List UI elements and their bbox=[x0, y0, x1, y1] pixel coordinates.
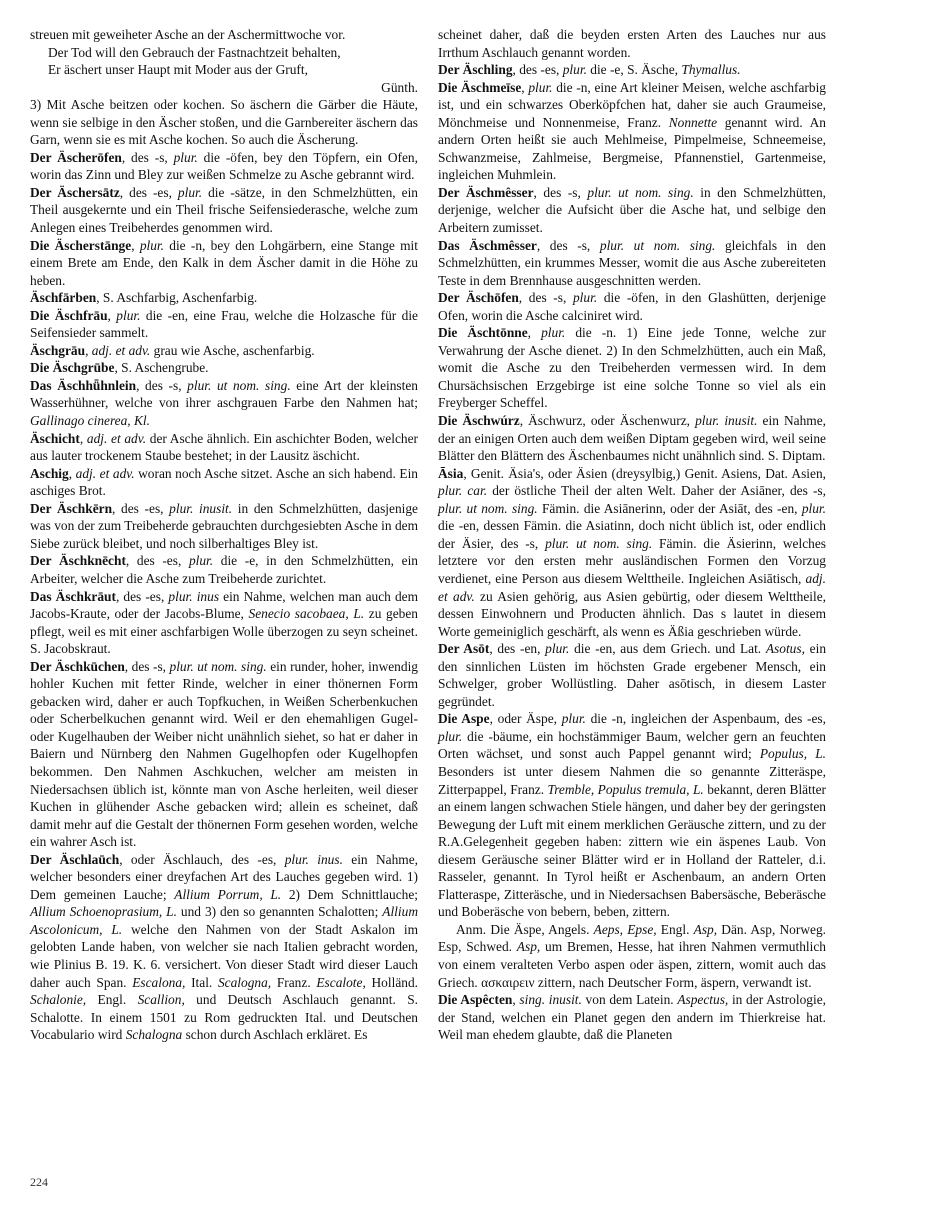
page-number: 224 bbox=[30, 1175, 48, 1189]
dictionary-entry: Der Äschkērn, des -es, plur. inusit. in den Schmelzhütten, dasjenige was von der zum Treibeherde gebrauchten durchgesiebten Asche in dem Siebe zurück bleibet, und noch silberhaltiges Bley ist. bbox=[30, 500, 418, 551]
headword: Die Aspe bbox=[438, 711, 490, 727]
headword: Der Äschmêsser bbox=[438, 184, 534, 200]
dictionary-entry: Der Äschmêsser, des -s, plur. ut nom. sing. in den Schmelzhütten, derjenige, welcher die Aufsicht über die Asche hat, und selbige den Arbeitern zumisset. bbox=[438, 184, 826, 236]
headword: Die Äschfrāu bbox=[30, 307, 108, 323]
dictionary-entry: Die Äschfrāu, plur. die -en, eine Frau, welche die Holzasche für die Seifensieder sammelt. bbox=[30, 307, 418, 341]
paragraph: streuen mit geweiheter Asche an der Aschermittwoche vor. bbox=[30, 27, 346, 42]
left-column bbox=[30, 26, 418, 1044]
dictionary-entry: Der Äschōfen, des -s, plur. die -öfen, in den Glashütten, derjenige Ofen, worin die Asche calciniret wird. bbox=[438, 290, 826, 323]
headword: Der Äscherōfen bbox=[30, 149, 122, 165]
annotation-paragraph: Anm. Die Äspe, Angels. Aeps, Epse, Engl. Asp, Dän. Asp, Norweg. Esp, Schwed. Asp, um Bremen, Hesse, hat ihren Nahmen vermuthlich von einem veralteten Verbo aspen oder äspen, zittern, womit auch das Griech. ασκαιρειν zittern, nach Deutscher Form, äspern, verwandt ist. bbox=[438, 921, 826, 990]
dictionary-entry: Die Äschtōnne, plur. die -n. 1) Eine jede Tonne, welche zur Verwahrung der Asche dienet. 2) In den Schmelzhütten, auch ein Maß, womit die Asche zu den Treibeherden vermessen wird. In dem Chursächsischen Erzgebirge ist eine solche Tonne so viel als ein Freyberger Scheffel. bbox=[438, 325, 827, 411]
paragraph: scheinet daher, daß die beyden ersten Arten des Lauches nur aus Irrthum Aschlauch genannt worden. bbox=[438, 27, 826, 60]
dictionary-entry: Der Äschknēcht, des -es, plur. die -e, in den Schmelzhütten, ein Arbeiter, welcher die Asche zum Treibeherde zurichtet. bbox=[30, 553, 419, 586]
dictionary-entry: Die Äschmeīse, plur. die -n, eine Art kleiner Meisen, welche aschfarbig ist, und ein schwarzes Oberköpfchen hat, daher sie auch Graumeise, Mönchmeise und Nonnenmeise, Franz. Nonnette genannt wird. An andern Orten heißt sie auch Mehlmeise, Pimpelmeise, Schneemeise, Schwanzmeise, Zahlmeise, Bergmeise, Pfannenstiel, Gartenmeise, ingleichen Muhmlein. bbox=[438, 79, 826, 183]
dictionary-entry: Der Äschling, des -es, plur. die -e, S. Äsche, Thymallus. bbox=[438, 62, 741, 78]
dictionary-entry: Der Asōt, des -en, plur. die -en, aus dem Griech. und Lat. Asotus, ein den sinnlichen Lüsten im höchsten Grade ergebener Mensch, ein Schwelger, grober Wollüstling. Daher asōtisch, in diesem Laster gegründet. bbox=[438, 641, 827, 709]
dictionary-entry: Der Äscherōfen, des -s, plur. die -öfen, bey den Töpfern, ein Ofen, worin das Zinn und Bley zur weißen Schmelze zu Asche gebrannt wird. bbox=[30, 149, 418, 183]
headword: Äschfārben bbox=[30, 290, 97, 306]
verse-line: Der Tod will den Gebrauch der Fastnachtzeit behalten, bbox=[48, 44, 341, 60]
headword: Die Äscherstānge bbox=[30, 237, 132, 253]
dictionary-entry: Äschgrāu, adj. et adv. grau wie Asche, aschenfarbig. bbox=[30, 342, 315, 358]
headword: Das Äschkrāut bbox=[30, 588, 116, 604]
dictionary-entry: Die Aspêcten, sing. inusit. von dem Latein. Aspectus, in der Astrologie, der Stand, welchen ein Planet gegen den andern im Thierkreise hat. Weil man ehedem glaubte, daß die Planeten bbox=[438, 992, 826, 1043]
headword: Die Äschwúrz bbox=[438, 413, 520, 429]
headword: Der Äschlaūch bbox=[30, 851, 120, 867]
dictionary-entry: Die Aspe, oder Äspe, plur. die -n, ingleichen der Aspenbaum, des -es, plur. die -bäume, ein hochstämmiger Baum, welcher gern an feuchten Orten wächset, und sonst auch Pappel genannt wird; Populus, L. Besonders ist unter diesem Nahmen die so genannte Zitteräspe, Zitterpappel, Franz. Tremble, Populus tremula, L. bekannt, deren Blätter an einem langen schwachen Stiele hängen, und daher bey der geringsten Bewegung der Luft mit einem merklichen Geräusche zittern, und zu der R.A.Gelegenheit gegeben haben: zittern wie ein äspenes Laub. Von diesem Geräusche seiner Blätter wird er in Holland der Ratteler, d.i. Rasseler, genannt. In Tyrol heißt er Aschenbaum, an andern Orten Flatteraspe, Zitteräsche, und in Niedersachsen Babersäsche, Beberäsche und Boberäsche von bebern, beben, zittern. bbox=[438, 711, 826, 920]
headword: Āsia bbox=[438, 465, 464, 481]
dictionary-entry: Der Äschlaūch, oder Äschlauch, des -es, plur. inus. ein Nahme, welcher besonders einer dreyfachen Art des Lauches gegeben wird. 1) Dem gemeinen Lauche; Allium Porrum, L. 2) Dem Schnittlauche; Allium Schoenoprasium, L. und 3) den so genannten Schalotten; Allium Ascolonicum, L. welche den Nahmen von der Stadt Askalon im gelobten Lande haben, von welcher sie nach Italien gebracht worden, wie Plinius B. 19. K. 6. versichert. Von dieser Stadt wird dieser Lauch daher auch Span. Escalona, Ital. Scalogna, Franz. Escalote, Holländ. Schalonie, Engl. Scallion, und Deutsch Aschlauch genannt. S. Schalotte. In einem 1501 zu Rom gedruckten Ital. und Deutschen Vocabulario wird Schalogna schon durch Aschlach erkläret. Es bbox=[30, 851, 418, 1043]
headword: Die Äschtōnne bbox=[438, 325, 528, 341]
dictionary-entry: Die Äscherstānge, plur. die -n, bey den Lohgärbern, eine Stange mit einem Brete am Ende, den Kalk in dem Äscher damit in die Höhe zu heben. bbox=[30, 237, 418, 288]
headword: Das Äschhǖhnlein bbox=[30, 377, 137, 393]
headword: Der Äschkūchen bbox=[30, 658, 125, 674]
headword: Äschicht bbox=[30, 430, 80, 446]
headword: Aschig bbox=[30, 465, 69, 481]
dictionary-entry: Āsia, Genit. Äsia's, oder Äsien (dreysylbig,) Genit. Asiens, Dat. Asien, plur. car. der östliche Theil der alten Welt. Daher der Asiāner, des -s, plur. ut nom. sing. Fämin. die Asiānerinn, oder der Asiāt, des -en, plur. die -en, dessen Fämin. die Asiatinn, doch nicht üblich ist, oder endlich der Äsier, des -s, plur. ut nom. sing. Fämin. die Äsierinn, welches letztere vor den ersten mehr ausländischen Formen den Vorzug verdienet, eine Person aus diesem Welttheile. Ingleichen Asiātisch, adj. et adv. zu Asien gehörig, aus Asien gebürtig, oder diesem Welttheile, dessen Einwohnern und Producten ähnlich. Das s lautet in diesem Worte gemeiniglich geschärft, als wenn es Äßia geschrieben würde. bbox=[438, 465, 826, 639]
verse-line: Er äschert unser Haupt mit Moder aus der Gruft, bbox=[48, 62, 308, 78]
dictionary-entry: Aschig, adj. et adv. woran noch Asche sitzet. Asche an sich habend. Ein aschiges Brot. bbox=[30, 465, 418, 499]
headword: Der Asōt bbox=[438, 641, 490, 657]
dictionary-entry: Der Äschersātz, des -es, plur. die -sätze, in den Schmelzhütten, ein Theil ausgekernte und ein Theil frische Seifensiederasche, welche zum Anlegen eines Treibeherdes genommen wird. bbox=[30, 184, 418, 236]
headword: Der Äschling bbox=[438, 62, 513, 78]
dictionary-entry: Das Äschmêsser, des -s, plur. ut nom. sing. gleichfals in den Schmelzhütten, ein krummes Messer, womit die aus Asche zubereiteten Teste in dem Brennhause ausgeschnitten werden. bbox=[438, 237, 826, 288]
right-column bbox=[438, 26, 826, 1044]
headword: Äschgrāu bbox=[30, 342, 86, 358]
dictionary-entry: Der Äschkūchen, des -s, plur. ut nom. sing. ein runder, hoher, inwendig hohler Kuchen mit fetter Rinde, welcher in einer thönernen Form gebacken wird, daher er auch Topfkuchen, in Weißen Scherbenkuchen oder Scherbelkuchen genannt wird. Weil er den ehemahligen Gugel- oder Kugelhauben der Weiber nicht unähnlich siehet, so hat er daher in Baiern und Nürnberg den Nahmen Gugelhopfen oder Kugelhopfen bekommen. Den Nahmen Aschkuchen, welcher am meisten in Niedersachsen üblich ist, könnte man von Asche herleiten, weil dieser Kuchen in glühender Asche gebacken wird; allein es scheinet, daß damit mehr auf die Gestalt der thönernen Form gesehen worden, welche ein wahrer Asch ist. bbox=[30, 658, 418, 850]
headword: Die Aspêcten bbox=[438, 992, 513, 1008]
headword: Der Äschōfen bbox=[438, 290, 519, 306]
headword: Der Äschersātz bbox=[30, 184, 120, 200]
headword: Der Äschknēcht bbox=[30, 553, 126, 569]
verse-attribution: Günth. bbox=[381, 79, 418, 95]
headword: Das Äschmêsser bbox=[438, 237, 537, 253]
dictionary-entry: Äschicht, adj. et adv. der Asche ähnlich. Ein aschichter Boden, welcher aus lauter trockenem Staube bestehet; in der Lausitz äschicht. bbox=[30, 430, 418, 464]
dictionary-entry: Das Äschkrāut, des -es, plur. inus ein Nahme, welchen man auch dem Jacobs-Kraute, oder der Jacobs-Blume, Senecio sacobaea, L. zu geben pflegt, weil es mit einer aschfarbigen Wolle überzogen zu seyn scheinet. S. Jacobskraut. bbox=[30, 588, 418, 657]
dictionary-entry: Die Äschwúrz, Äschwurz, oder Äschenwurz, plur. inusit. ein Nahme, der an einigen Orten auch dem weißen Diptam gegeben wird, weil seine Blätter den Blättern des Äschenbaumes nicht unähnlich sind. S. Diptam. bbox=[438, 413, 826, 464]
headword: Der Äschkērn bbox=[30, 500, 113, 516]
headword: Die Äschgrūbe bbox=[30, 360, 115, 376]
paragraph: 3) Mit Asche beitzen oder kochen. So äschern die Gärber die Häute, wenn sie selbige in den Äscher stoßen, und die Garnbereiter äschern das Garn, wenn sie es mit Asche kochen. So auch die Äscherung. bbox=[30, 97, 418, 148]
dictionary-entry: Das Äschhǖhnlein, des -s, plur. ut nom. sing. eine Art der kleinsten Wasserhühner, welche von ihrer aschgrauen Farbe den Nahmen hat; Gallinago cinerea, Kl. bbox=[30, 377, 418, 429]
dictionary-entry: Die Äschgrūbe, S. Aschengrube. bbox=[30, 360, 209, 376]
headword: Die Äschmeīse bbox=[438, 79, 522, 95]
dictionary-entry: Äschfārben, S. Aschfarbig, Aschenfarbig. bbox=[30, 290, 258, 306]
